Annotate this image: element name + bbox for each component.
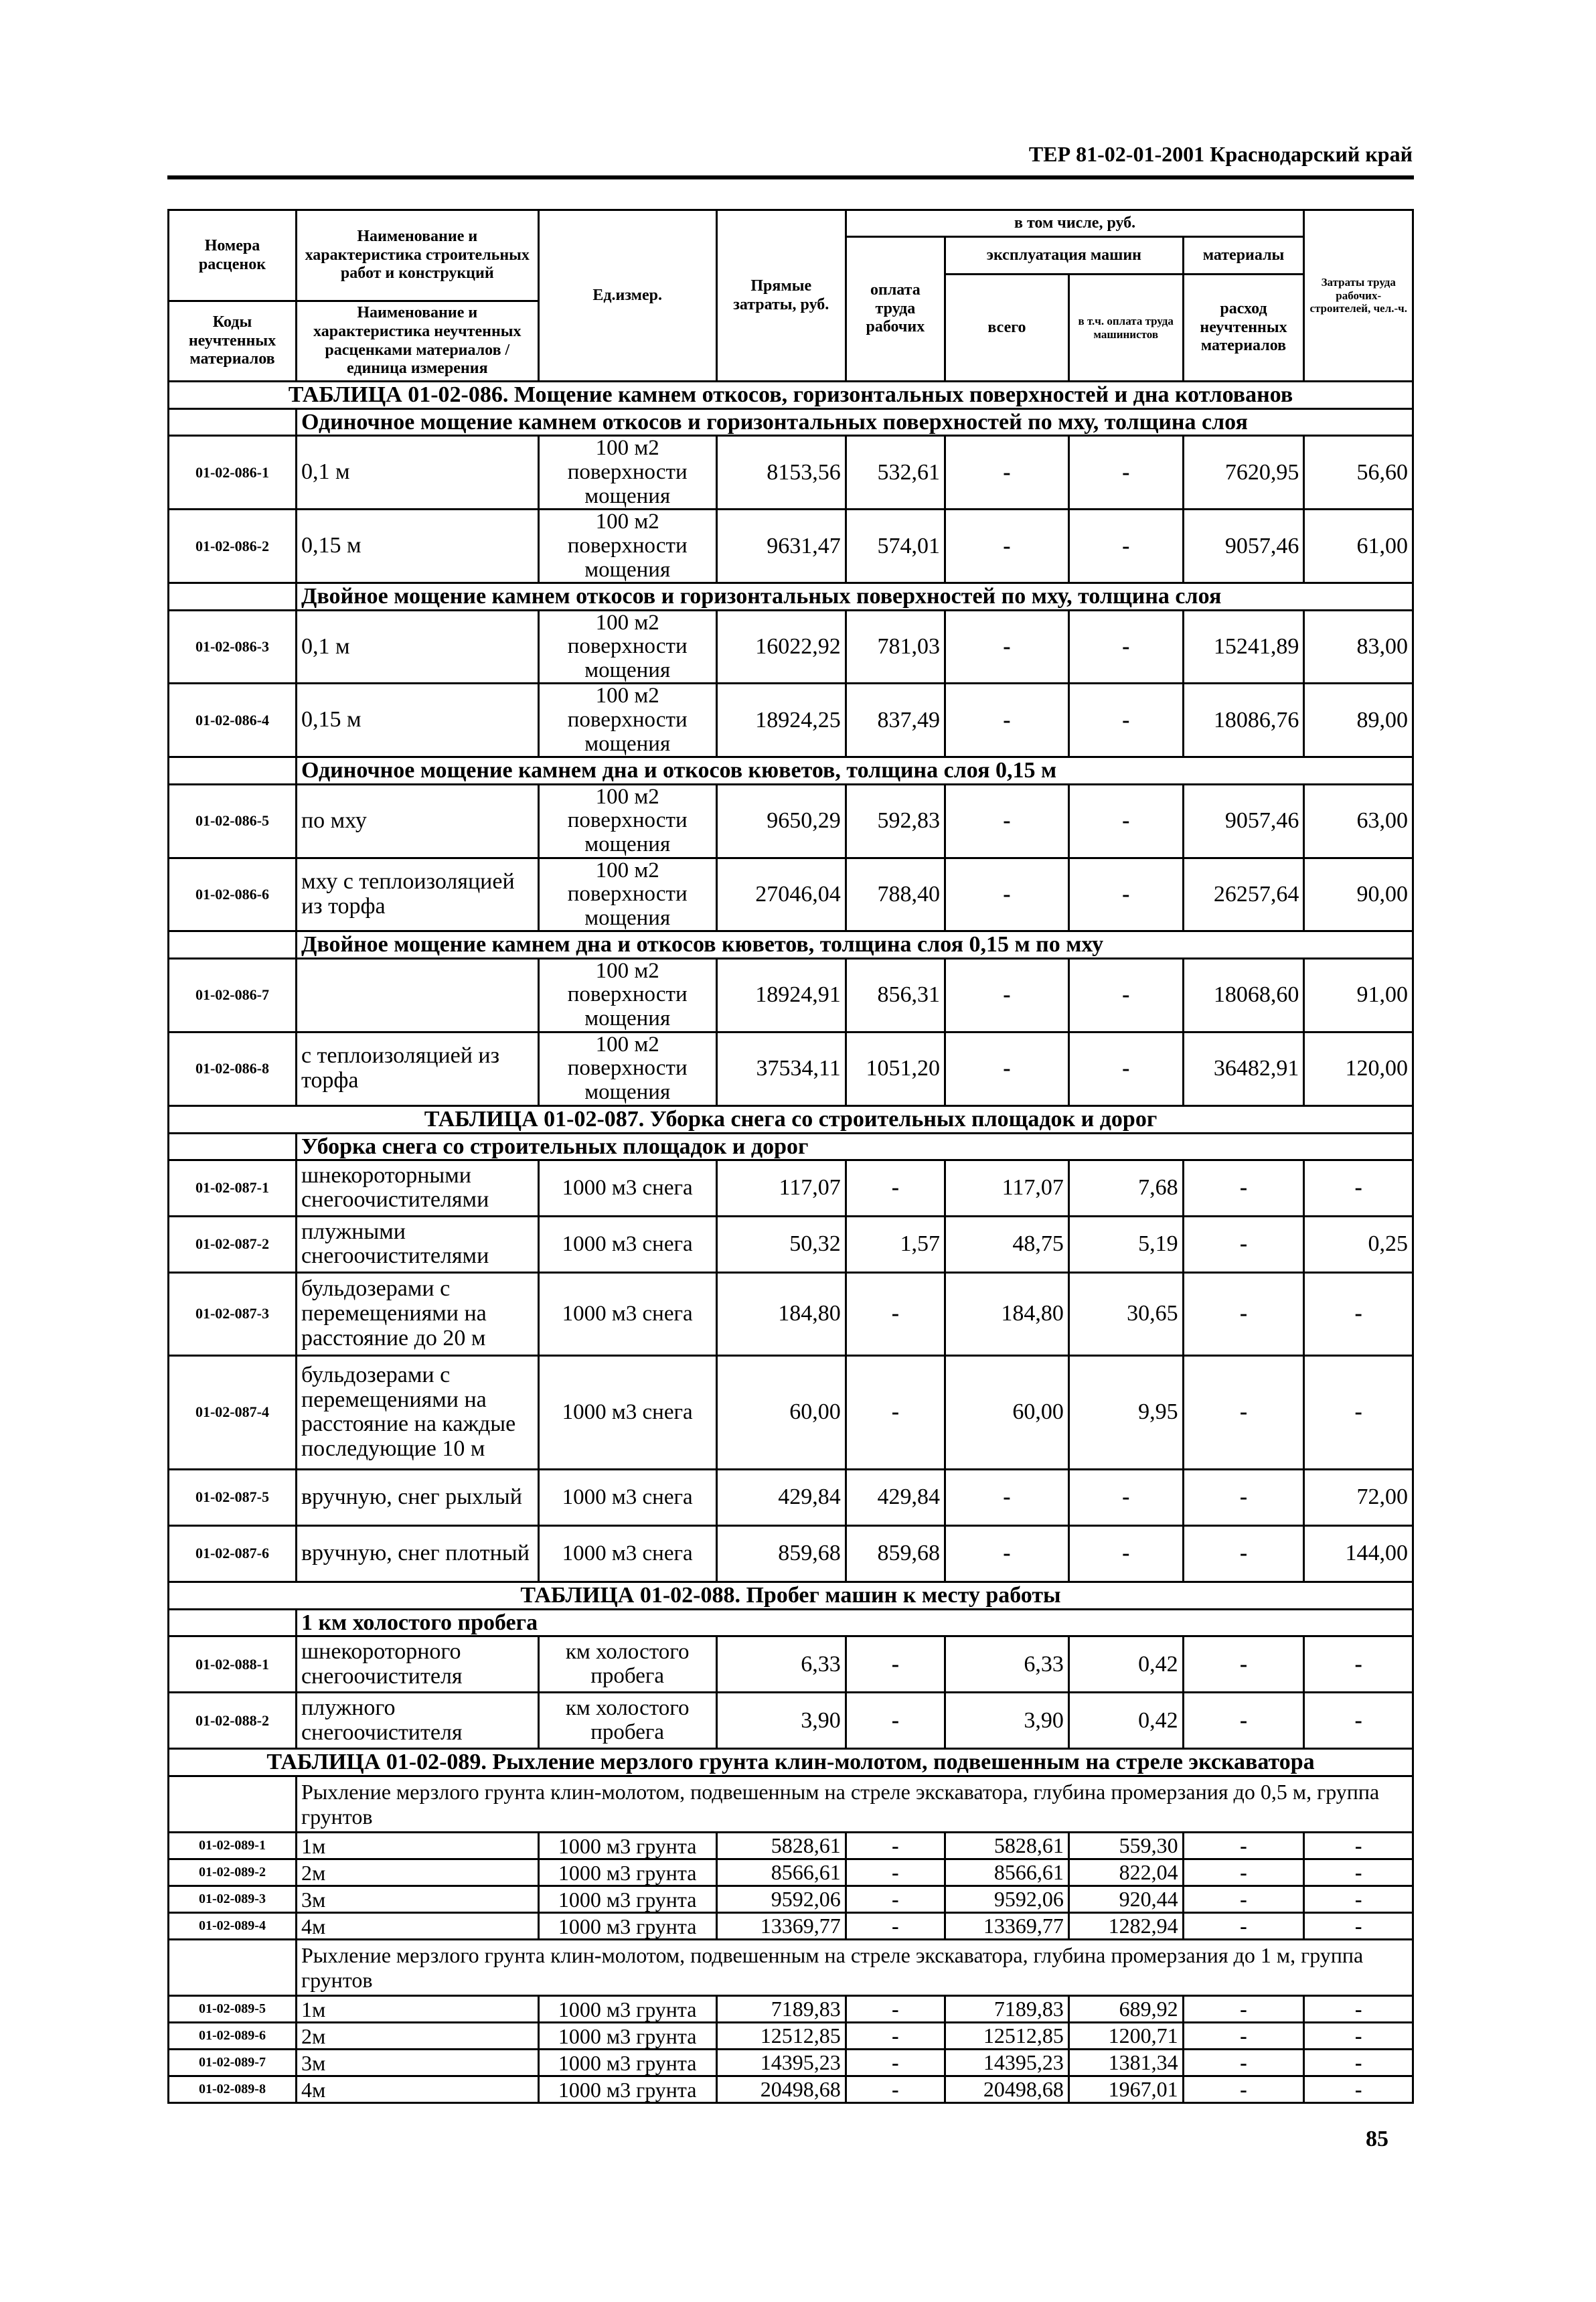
table-row — [169, 510, 1413, 583]
direct-costs-cell: 9592,06 — [716, 1886, 846, 1913]
group-title: Уборка снега со строительных площадок и дорог — [296, 1133, 1413, 1160]
materials-cell: - — [1183, 1216, 1304, 1272]
labor-hours-cell: 83,00 — [1304, 610, 1413, 684]
table-087 — [169, 1105, 1413, 1582]
materials-cell: 9057,46 — [1183, 510, 1304, 583]
rate-code: 01-02-086-5 — [169, 784, 297, 858]
group-title: Рыхление мерзлого грунта клин-молотом, подвешенным на стреле экскаватора, глубина промерзания до 1 м, группа грунтов — [296, 1940, 1413, 1996]
direct-costs-cell: 6,33 — [716, 1636, 846, 1693]
header-materials: материалы — [1183, 237, 1304, 275]
labor-hours-cell: 56,60 — [1304, 436, 1413, 510]
rate-code: 01-02-086-3 — [169, 610, 297, 684]
unit-cell: 1000 м3 грунта — [538, 1913, 716, 1940]
operators-cell: 1200,71 — [1068, 2023, 1183, 2050]
materials-cell: - — [1183, 1913, 1304, 1940]
materials-cell: - — [1183, 1859, 1304, 1886]
work-name: бульдозерами с перемещениями на расстояние на каждые последующие 10 м — [296, 1355, 538, 1469]
header-labor-cost: Затраты труда рабочих-строителей, чел.-ч. — [1304, 210, 1413, 382]
labor-pay-cell: 781,03 — [846, 610, 945, 684]
materials-cell: - — [1183, 1525, 1304, 1582]
rate-code: 01-02-087-5 — [169, 1469, 297, 1525]
unit-cell: 1000 м3 грунта — [538, 2050, 716, 2076]
header-unit: Ед.измер. — [538, 210, 716, 382]
work-name: 3м — [296, 2050, 538, 2076]
materials-cell: 7620,95 — [1183, 436, 1304, 510]
unit-cell: 1000 м3 снега — [538, 1525, 716, 1582]
labor-pay-cell: 592,83 — [846, 784, 945, 858]
table-086 — [169, 382, 1413, 1106]
direct-costs-cell: 7189,83 — [716, 1996, 846, 2023]
unit-cell: 100 м2 поверхности мощения — [538, 858, 716, 931]
work-name: 2м — [296, 2023, 538, 2050]
rate-code: 01-02-089-2 — [169, 1859, 297, 1886]
header-machines-total: всего — [945, 275, 1069, 382]
labor-pay-cell: - — [846, 1859, 945, 1886]
materials-cell: - — [1183, 1160, 1304, 1216]
work-name: 0,15 м — [296, 684, 538, 757]
operators-cell: 0,42 — [1068, 1636, 1183, 1693]
labor-hours-cell: 120,00 — [1304, 1032, 1413, 1105]
rate-code: 01-02-086-4 — [169, 684, 297, 757]
rate-code: 01-02-089-6 — [169, 2023, 297, 2050]
rate-code: 01-02-087-4 — [169, 1355, 297, 1469]
direct-costs-cell: 60,00 — [716, 1355, 846, 1469]
work-name: 1м — [296, 1833, 538, 1859]
unit-cell: 1000 м3 снега — [538, 1216, 716, 1272]
table-row — [169, 1216, 1413, 1272]
table-row — [169, 1032, 1413, 1105]
document-header: ТЕР 81-02-01-2001 Краснодарский край — [1028, 142, 1413, 166]
machines-cell: - — [945, 610, 1069, 684]
materials-cell: 9057,46 — [1183, 784, 1304, 858]
group-title: Двойное мощение камнем дна и откосов кюветов, толщина слоя 0,15 м по мху — [296, 931, 1413, 958]
work-name: 4м — [296, 2076, 538, 2103]
direct-costs-cell: 18924,91 — [716, 958, 846, 1032]
machines-cell: 5828,61 — [945, 1833, 1069, 1859]
table-row — [169, 436, 1413, 510]
machines-cell: 6,33 — [945, 1636, 1069, 1693]
table-title: ТАБЛИЦА 01-02-087. Уборка снега со строительных площадок и дорог — [169, 1105, 1413, 1133]
direct-costs-cell: 3,90 — [716, 1693, 846, 1749]
unit-cell: 1000 м3 грунта — [538, 1859, 716, 1886]
rate-code: 01-02-089-8 — [169, 2076, 297, 2103]
direct-costs-cell: 5828,61 — [716, 1833, 846, 1859]
unit-cell: 1000 м3 снега — [538, 1160, 716, 1216]
labor-pay-cell: 1,57 — [846, 1216, 945, 1272]
operators-cell: - — [1068, 510, 1183, 583]
labor-pay-cell: - — [846, 1833, 945, 1859]
direct-costs-cell: 8566,61 — [716, 1859, 846, 1886]
table-title: ТАБЛИЦА 01-02-089. Рыхление мерзлого грунта клин-молотом, подвешенным на стреле экскаватора — [169, 1749, 1413, 1776]
direct-costs-cell: 20498,68 — [716, 2076, 846, 2103]
materials-cell: 18068,60 — [1183, 958, 1304, 1032]
header-direct-costs: Прямые затраты, руб. — [716, 210, 846, 382]
labor-pay-cell: - — [846, 1160, 945, 1216]
work-name: плужного снегоочистителя — [296, 1693, 538, 1749]
labor-pay-cell: - — [846, 1996, 945, 2023]
operators-cell: - — [1068, 784, 1183, 858]
labor-hours-cell: - — [1304, 1996, 1413, 2023]
labor-pay-cell: - — [846, 1355, 945, 1469]
labor-pay-cell: 859,68 — [846, 1525, 945, 1582]
rate-code: 01-02-088-2 — [169, 1693, 297, 1749]
page-number: 85 — [1366, 2127, 1388, 2151]
labor-hours-cell: 144,00 — [1304, 1525, 1413, 1582]
rate-code: 01-02-086-2 — [169, 510, 297, 583]
work-name: шнекороторного снегоочистителя — [296, 1636, 538, 1693]
unit-cell: 100 м2 поверхности мощения — [538, 1032, 716, 1105]
labor-hours-cell: 61,00 — [1304, 510, 1413, 583]
work-name: бульдозерами с перемещениями на расстояние до 20 м — [296, 1272, 538, 1355]
table-row — [169, 2023, 1413, 2050]
rate-code: 01-02-089-1 — [169, 1833, 297, 1859]
labor-pay-cell: 429,84 — [846, 1469, 945, 1525]
rate-code: 01-02-089-4 — [169, 1913, 297, 1940]
operators-cell: - — [1068, 610, 1183, 684]
group-title: 1 км холостого пробега — [296, 1609, 1413, 1636]
operators-cell: 0,42 — [1068, 1693, 1183, 1749]
labor-hours-cell: 91,00 — [1304, 958, 1413, 1032]
table-row — [169, 1886, 1413, 1913]
materials-cell: - — [1183, 1693, 1304, 1749]
machines-cell: - — [945, 1032, 1069, 1105]
work-name: 0,1 м — [296, 610, 538, 684]
labor-hours-cell: - — [1304, 1913, 1413, 1940]
operators-cell: 1967,01 — [1068, 2076, 1183, 2103]
work-name: вручную, снег плотный — [296, 1525, 538, 1582]
materials-cell: - — [1183, 1636, 1304, 1693]
work-name: 4м — [296, 1913, 538, 1940]
table-row — [169, 1160, 1413, 1216]
labor-hours-cell: - — [1304, 1693, 1413, 1749]
rate-code: 01-02-089-3 — [169, 1886, 297, 1913]
work-name: 3м — [296, 1886, 538, 1913]
labor-hours-cell: - — [1304, 1355, 1413, 1469]
labor-pay-cell: - — [846, 1913, 945, 1940]
table-row — [169, 1693, 1413, 1749]
operators-cell: - — [1068, 1032, 1183, 1105]
labor-hours-cell: - — [1304, 2023, 1413, 2050]
rate-code: 01-02-089-7 — [169, 2050, 297, 2076]
materials-cell: - — [1183, 1355, 1304, 1469]
machines-cell: 3,90 — [945, 1693, 1069, 1749]
labor-hours-cell: - — [1304, 1859, 1413, 1886]
labor-hours-cell: - — [1304, 1886, 1413, 1913]
table-row — [169, 1833, 1413, 1859]
header-code-bottom: Коды неучтенных материалов — [169, 301, 297, 382]
machines-cell: 60,00 — [945, 1355, 1069, 1469]
labor-hours-cell: 90,00 — [1304, 858, 1413, 931]
unit-cell: 100 м2 поверхности мощения — [538, 510, 716, 583]
rate-code: 01-02-086-8 — [169, 1032, 297, 1105]
operators-cell: - — [1068, 1525, 1183, 1582]
machines-cell: 9592,06 — [945, 1886, 1069, 1913]
work-name: с теплоизоляцией из торфа — [296, 1032, 538, 1105]
materials-cell: - — [1183, 2050, 1304, 2076]
work-name: мху с теплоизоляцией из торфа — [296, 858, 538, 931]
machines-cell: 14395,23 — [945, 2050, 1069, 2076]
direct-costs-cell: 27046,04 — [716, 858, 846, 931]
table-header — [169, 210, 1413, 382]
table-row — [169, 2050, 1413, 2076]
group-title: Одиночное мощение камнем дна и откосов кюветов, толщина слоя 0,15 м — [296, 757, 1413, 784]
table-row — [169, 1355, 1413, 1469]
labor-hours-cell: 72,00 — [1304, 1469, 1413, 1525]
work-name: 1м — [296, 1996, 538, 2023]
table-row — [169, 1996, 1413, 2023]
machines-cell: 8566,61 — [945, 1859, 1069, 1886]
table-row — [169, 610, 1413, 684]
labor-hours-cell: - — [1304, 1636, 1413, 1693]
unit-cell: 1000 м3 грунта — [538, 2023, 716, 2050]
table-row — [169, 1636, 1413, 1693]
materials-cell: - — [1183, 1886, 1304, 1913]
direct-costs-cell: 429,84 — [716, 1469, 846, 1525]
header-rule — [167, 175, 1414, 179]
group-title: Двойное мощение камнем откосов и горизонтальных поверхностей по мху, толщина слоя — [296, 583, 1413, 610]
operators-cell: - — [1068, 1469, 1183, 1525]
group-title: Рыхление мерзлого грунта клин-молотом, подвешенным на стреле экскаватора, глубина промерзания до 0,5 м, группа грунтов — [296, 1776, 1413, 1833]
operators-cell: 9,95 — [1068, 1355, 1183, 1469]
table-row — [169, 858, 1413, 931]
materials-cell: - — [1183, 2076, 1304, 2103]
labor-hours-cell: - — [1304, 1833, 1413, 1859]
operators-cell: - — [1068, 436, 1183, 510]
table-row — [169, 1272, 1413, 1355]
rate-code: 01-02-088-1 — [169, 1636, 297, 1693]
labor-pay-cell: 837,49 — [846, 684, 945, 757]
operators-cell: 822,04 — [1068, 1859, 1183, 1886]
labor-pay-cell: - — [846, 1636, 945, 1693]
machines-cell: 184,80 — [945, 1272, 1069, 1355]
rate-code: 01-02-089-5 — [169, 1996, 297, 2023]
materials-cell: - — [1183, 1469, 1304, 1525]
rate-code: 01-02-087-1 — [169, 1160, 297, 1216]
direct-costs-cell: 50,32 — [716, 1216, 846, 1272]
direct-costs-cell: 184,80 — [716, 1272, 846, 1355]
price-table — [167, 209, 1414, 2104]
work-name: 0,1 м — [296, 436, 538, 510]
operators-cell: - — [1068, 958, 1183, 1032]
labor-hours-cell: - — [1304, 1272, 1413, 1355]
materials-cell: - — [1183, 1996, 1304, 2023]
materials-cell: - — [1183, 1272, 1304, 1355]
labor-pay-cell: - — [846, 2076, 945, 2103]
machines-cell: - — [945, 436, 1069, 510]
header-including: в том числе, руб. — [846, 210, 1304, 237]
rate-code: 01-02-086-7 — [169, 958, 297, 1032]
rate-code: 01-02-086-6 — [169, 858, 297, 931]
direct-costs-cell: 9631,47 — [716, 510, 846, 583]
rate-code: 01-02-086-1 — [169, 436, 297, 510]
work-name: 2м — [296, 1859, 538, 1886]
table-row — [169, 1859, 1413, 1886]
labor-hours-cell: - — [1304, 2076, 1413, 2103]
table-row — [169, 2076, 1413, 2103]
machines-cell: - — [945, 1525, 1069, 1582]
materials-cell: 26257,64 — [1183, 858, 1304, 931]
materials-cell: 36482,91 — [1183, 1032, 1304, 1105]
labor-pay-cell: 532,61 — [846, 436, 945, 510]
materials-cell: - — [1183, 2023, 1304, 2050]
table-row — [169, 1913, 1413, 1940]
table-row — [169, 1469, 1413, 1525]
unit-cell: 100 м2 поверхности мощения — [538, 784, 716, 858]
labor-pay-cell: 788,40 — [846, 858, 945, 931]
labor-pay-cell: - — [846, 1886, 945, 1913]
labor-hours-cell: 0,25 — [1304, 1216, 1413, 1272]
direct-costs-cell: 14395,23 — [716, 2050, 846, 2076]
table-089 — [169, 1749, 1413, 2103]
materials-cell: 18086,76 — [1183, 684, 1304, 757]
labor-pay-cell: 1051,20 — [846, 1032, 945, 1105]
machines-cell: 117,07 — [945, 1160, 1069, 1216]
work-name: по мху — [296, 784, 538, 858]
machines-cell: 13369,77 — [945, 1913, 1069, 1940]
unit-cell: 1000 м3 снега — [538, 1469, 716, 1525]
table-row — [169, 684, 1413, 757]
header-name-bottom: Наименование и характеристика неучтенных расценками материалов / единица измерения — [296, 301, 538, 382]
operators-cell: 30,65 — [1068, 1272, 1183, 1355]
work-name — [296, 958, 538, 1032]
unit-cell: 1000 м3 грунта — [538, 1886, 716, 1913]
labor-hours-cell: 89,00 — [1304, 684, 1413, 757]
unit-cell: 1000 м3 грунта — [538, 1833, 716, 1859]
direct-costs-cell: 16022,92 — [716, 610, 846, 684]
labor-pay-cell: 856,31 — [846, 958, 945, 1032]
direct-costs-cell: 117,07 — [716, 1160, 846, 1216]
table-088 — [169, 1582, 1413, 1748]
materials-cell: 15241,89 — [1183, 610, 1304, 684]
work-name: шнекороторными снегоочистителями — [296, 1160, 538, 1216]
work-name: плужными снегоочистителями — [296, 1216, 538, 1272]
unit-cell: 1000 м3 снега — [538, 1272, 716, 1355]
direct-costs-cell: 37534,11 — [716, 1032, 846, 1105]
header-materials-unaccounted: расход неучтенных материалов — [1183, 275, 1304, 382]
unit-cell: км холостого пробега — [538, 1636, 716, 1693]
labor-hours-cell: - — [1304, 2050, 1413, 2076]
labor-pay-cell: - — [846, 2023, 945, 2050]
operators-cell: 1282,94 — [1068, 1913, 1183, 1940]
machines-cell: - — [945, 684, 1069, 757]
work-name: 0,15 м — [296, 510, 538, 583]
operators-cell: 689,92 — [1068, 1996, 1183, 2023]
unit-cell: км холостого пробега — [538, 1693, 716, 1749]
labor-pay-cell: 574,01 — [846, 510, 945, 583]
direct-costs-cell: 18924,25 — [716, 684, 846, 757]
materials-cell: - — [1183, 1833, 1304, 1859]
table-row — [169, 958, 1413, 1032]
unit-cell: 100 м2 поверхности мощения — [538, 958, 716, 1032]
header-code-top: Номера расценок — [169, 210, 297, 301]
work-name: вручную, снег рыхлый — [296, 1469, 538, 1525]
unit-cell: 100 м2 поверхности мощения — [538, 610, 716, 684]
header-machines: эксплуатация машин — [945, 237, 1184, 275]
labor-pay-cell: - — [846, 1272, 945, 1355]
direct-costs-cell: 9650,29 — [716, 784, 846, 858]
rate-code: 01-02-087-3 — [169, 1272, 297, 1355]
operators-cell: - — [1068, 684, 1183, 757]
table-title: ТАБЛИЦА 01-02-086. Мощение камнем откосов, горизонтальных поверхностей и дна котлованов — [169, 382, 1413, 409]
rate-code: 01-02-087-2 — [169, 1216, 297, 1272]
machines-cell: - — [945, 510, 1069, 583]
machines-cell: 20498,68 — [945, 2076, 1069, 2103]
machines-cell: - — [945, 784, 1069, 858]
machines-cell: 12512,85 — [945, 2023, 1069, 2050]
direct-costs-cell: 8153,56 — [716, 436, 846, 510]
unit-cell: 1000 м3 снега — [538, 1355, 716, 1469]
unit-cell: 100 м2 поверхности мощения — [538, 684, 716, 757]
direct-costs-cell: 13369,77 — [716, 1913, 846, 1940]
unit-cell: 1000 м3 грунта — [538, 2076, 716, 2103]
machines-cell: 7189,83 — [945, 1996, 1069, 2023]
operators-cell: - — [1068, 858, 1183, 931]
operators-cell: 559,30 — [1068, 1833, 1183, 1859]
operators-cell: 7,68 — [1068, 1160, 1183, 1216]
direct-costs-cell: 859,68 — [716, 1525, 846, 1582]
direct-costs-cell: 12512,85 — [716, 2023, 846, 2050]
header-labor-pay: оплата труда рабочих — [846, 237, 945, 382]
labor-pay-cell: - — [846, 2050, 945, 2076]
labor-hours-cell: - — [1304, 1160, 1413, 1216]
machines-cell: - — [945, 858, 1069, 931]
group-title: Одиночное мощение камнем откосов и горизонтальных поверхностей по мху, толщина слоя — [296, 409, 1413, 436]
header-name-top: Наименование и характеристика строительных работ и конструкций — [296, 210, 538, 301]
operators-cell: 920,44 — [1068, 1886, 1183, 1913]
unit-cell: 1000 м3 грунта — [538, 1996, 716, 2023]
table-title: ТАБЛИЦА 01-02-088. Пробег машин к месту работы — [169, 1582, 1413, 1609]
unit-cell: 100 м2 поверхности мощения — [538, 436, 716, 510]
table-row — [169, 784, 1413, 858]
operators-cell: 5,19 — [1068, 1216, 1183, 1272]
labor-hours-cell: 63,00 — [1304, 784, 1413, 858]
machines-cell: - — [945, 1469, 1069, 1525]
operators-cell: 1381,34 — [1068, 2050, 1183, 2076]
labor-pay-cell: - — [846, 1693, 945, 1749]
machines-cell: 48,75 — [945, 1216, 1069, 1272]
rate-code: 01-02-087-6 — [169, 1525, 297, 1582]
header-machines-operators: в т.ч. оплата труда машинистов — [1068, 275, 1183, 382]
machines-cell: - — [945, 958, 1069, 1032]
table-row — [169, 1525, 1413, 1582]
